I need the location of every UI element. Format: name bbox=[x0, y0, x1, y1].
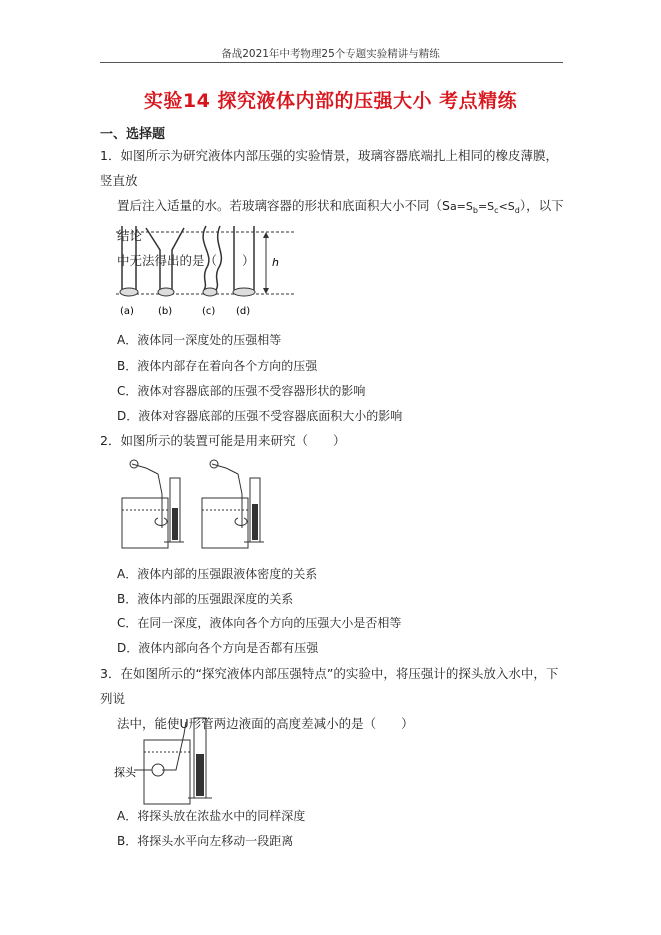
q1-option-c[interactable]: C．液体对容器底部的压强不受容器形状的影响 bbox=[117, 384, 366, 398]
figure-probe-gauge bbox=[114, 714, 224, 810]
page-header: 备战2021年中考物理25个专题实验精讲与精练 bbox=[221, 48, 440, 60]
figure-label-c: (c) bbox=[202, 306, 216, 317]
area-relation: $a=S_b=S_c<S_d$ bbox=[449, 200, 520, 216]
q2-option-a[interactable]: A．液体内部的压强跟液体密度的关系 bbox=[117, 567, 318, 581]
header-divider bbox=[100, 62, 563, 63]
q2-option-b[interactable]: B．液体内部的压强跟深度的关系 bbox=[117, 592, 294, 606]
figure-containers bbox=[116, 224, 306, 320]
q1-option-a[interactable]: A．液体同一深度处的压强相等 bbox=[117, 333, 282, 347]
question-2-stem: 2．如图所示的装置可能是用来研究（ ） bbox=[100, 433, 346, 448]
figure-label-d: (d) bbox=[236, 306, 251, 317]
figure-label-a: (a) bbox=[120, 306, 134, 317]
question-1-line-3: 中无法得出的是（ ） bbox=[117, 253, 255, 269]
question-3-line-1: 3．在如图所示的“探究液体内部压强特点”的实验中，将压强计的探头放入水中，下列说 bbox=[100, 666, 559, 706]
question-1-line-2-tail: ），以下结论 bbox=[117, 198, 564, 244]
question-3-line-2: 法中，能使U形管两边液面的高度差减小的是（ ） bbox=[117, 716, 414, 731]
question-1-line-1: 1．如图所示为研究液体内部压强的实验情景，玻璃容器底端扎上相同的橡皮薄膜，竖直放 bbox=[100, 148, 558, 188]
h-label: h bbox=[272, 256, 279, 269]
probe-label: 探头 bbox=[114, 766, 136, 779]
section-heading: 一、选择题 bbox=[100, 127, 166, 142]
q3-option-b[interactable]: B．将探头水平向左移动一段距离 bbox=[117, 834, 294, 848]
q1-option-d[interactable]: D．液体对容器底部的压强不受容器底面积大小的影响 bbox=[117, 409, 403, 423]
figure-label-b: (b) bbox=[158, 306, 173, 317]
question-1-line-2-text: 置后注入适量的水。若玻璃容器的形状和底面积大小不同（S bbox=[117, 198, 450, 213]
figure-pressure-gauges bbox=[118, 458, 298, 554]
q1-option-b[interactable]: B．液体内部存在着向各个方向的压强 bbox=[117, 359, 318, 373]
q3-option-a[interactable]: A．将探头放在浓盐水中的同样深度 bbox=[117, 809, 306, 823]
q2-option-d[interactable]: D．液体内部向各个方向是否都有压强 bbox=[117, 641, 319, 655]
page-title: 实验14 探究液体内部的压强大小 考点精练 bbox=[143, 90, 518, 112]
q2-option-c[interactable]: C．在同一深度，液体向各个方向的压强大小是否相等 bbox=[117, 616, 402, 630]
